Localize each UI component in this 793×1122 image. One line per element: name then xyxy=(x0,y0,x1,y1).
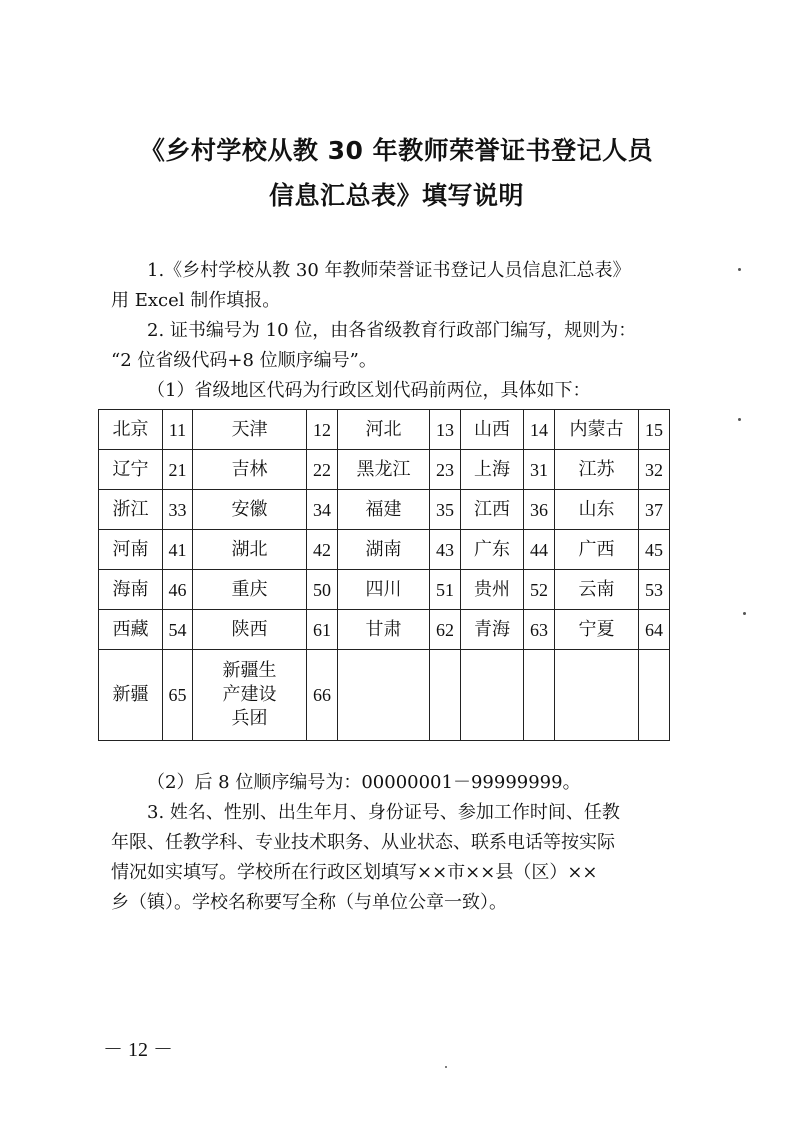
province-code-cell: 66 xyxy=(307,650,338,741)
province-name-cell: 西藏 xyxy=(99,610,163,650)
province-name-cell: 山东 xyxy=(555,490,639,530)
province-code-cell: 36 xyxy=(524,490,555,530)
province-name-cell: 山西 xyxy=(461,410,524,450)
province-code-cell: 43 xyxy=(430,530,461,570)
paragraph-2-line-2: “2 位省级代码+8 位顺序编号”。 xyxy=(111,350,377,371)
province-code-cell: 32 xyxy=(639,450,670,490)
paragraph-3-line-1: 3. 姓名、性别、出生年月、身份证号、参加工作时间、任教 xyxy=(147,802,620,823)
province-name-cell: 云南 xyxy=(555,570,639,610)
paragraph-3-line-3: 情况如实填写。学校所在行政区划填写××市××县（区）×× xyxy=(111,862,598,883)
province-name-line: 新疆生 xyxy=(222,660,277,681)
province-name-cell: 江苏 xyxy=(555,450,639,490)
province-name-cell: 广西 xyxy=(555,530,639,570)
province-name-cell: 福建 xyxy=(338,490,430,530)
province-name-cell: 安徽 xyxy=(193,490,307,530)
province-name-cell: 新疆 xyxy=(99,650,163,741)
province-code-cell: 14 xyxy=(524,410,555,450)
province-name-cell: 青海 xyxy=(461,610,524,650)
table-row xyxy=(99,610,670,650)
province-name-cell: 重庆 xyxy=(193,570,307,610)
province-code-cell: 34 xyxy=(307,490,338,530)
province-name-line: 兵团 xyxy=(231,708,268,729)
province-code-cell: 51 xyxy=(430,570,461,610)
province-name-cell: 湖南 xyxy=(338,530,430,570)
province-code-cell: 37 xyxy=(639,490,670,530)
empty-cell xyxy=(524,650,555,741)
province-code-cell: 54 xyxy=(163,610,193,650)
document-title-line-1: 《乡村学校从教 30 年教师荣誉证书登记人员 xyxy=(139,136,654,165)
province-table-body xyxy=(99,410,670,650)
paragraph-2-subitem-2: （2）后 8 位顺序编号为：00000001－99999999。 xyxy=(147,772,581,793)
province-name-cell: 吉林 xyxy=(193,450,307,490)
scan-speck xyxy=(743,612,746,615)
scan-speck xyxy=(738,268,741,271)
empty-cell xyxy=(639,650,670,741)
province-code-cell: 22 xyxy=(307,450,338,490)
province-code-cell: 46 xyxy=(163,570,193,610)
province-name-cell: 海南 xyxy=(99,570,163,610)
paragraph-2 xyxy=(111,316,683,406)
paragraph-3-line-2: 年限、任教学科、专业技术职务、从业状态、联系电话等按实际 xyxy=(111,832,615,853)
province-name-cell: 江西 xyxy=(461,490,524,530)
paragraph-1-line-1: 1.《乡村学校从教 30 年教师荣誉证书登记人员信息汇总表》 xyxy=(147,260,631,281)
empty-cell xyxy=(461,650,524,741)
province-code-cell: 62 xyxy=(430,610,461,650)
province-code-cell: 33 xyxy=(163,490,193,530)
paragraph-3 xyxy=(111,798,683,918)
table-row xyxy=(99,530,670,570)
province-name-cell: 甘肃 xyxy=(338,610,430,650)
table-row xyxy=(99,450,670,490)
province-name-cell: 河南 xyxy=(99,530,163,570)
province-code-cell: 52 xyxy=(524,570,555,610)
province-name-cell: 内蒙古 xyxy=(555,410,639,450)
table-row xyxy=(99,490,670,530)
paragraph-2-line-1: 2. 证书编号为 10 位，由各省级教育行政部门编写，规则为： xyxy=(147,320,637,341)
paragraph-3-line-4: 乡（镇）。学校名称要写全称（与单位公章一致）。 xyxy=(111,892,507,913)
empty-cell xyxy=(555,650,639,741)
province-name-cell: 上海 xyxy=(461,450,524,490)
province-code-cell: 23 xyxy=(430,450,461,490)
province-name-cell: 湖北 xyxy=(193,530,307,570)
paragraph-2-continued xyxy=(111,768,683,798)
province-code-cell: 61 xyxy=(307,610,338,650)
province-code-cell: 65 xyxy=(163,650,193,741)
province-name-cell: 浙江 xyxy=(99,490,163,530)
province-code-table xyxy=(98,409,670,741)
province-code-cell: 41 xyxy=(163,530,193,570)
province-code-cell: 53 xyxy=(639,570,670,610)
province-code-cell: 64 xyxy=(639,610,670,650)
province-name-cell: 辽宁 xyxy=(99,450,163,490)
province-code-cell: 13 xyxy=(430,410,461,450)
empty-cell xyxy=(430,650,461,741)
province-name-cell: 黑龙江 xyxy=(338,450,430,490)
province-name-cell: 河北 xyxy=(338,410,430,450)
province-name-cell: 四川 xyxy=(338,570,430,610)
table-row xyxy=(99,650,670,741)
document-title-line-2: 信息汇总表》填写说明 xyxy=(268,181,524,210)
province-code-cell: 35 xyxy=(430,490,461,530)
province-code-cell: 45 xyxy=(639,530,670,570)
province-name-cell: 广东 xyxy=(461,530,524,570)
paragraph-1-line-2: 用 Excel 制作填报。 xyxy=(111,290,281,311)
province-code-cell: 11 xyxy=(163,410,193,450)
paragraph-1 xyxy=(111,256,683,316)
province-code-cell: 31 xyxy=(524,450,555,490)
table-row xyxy=(99,570,670,610)
province-name-cell: 贵州 xyxy=(461,570,524,610)
province-name-cell: 天津 xyxy=(193,410,307,450)
province-name-cell: 陕西 xyxy=(193,610,307,650)
province-code-cell: 12 xyxy=(307,410,338,450)
province-code-cell: 63 xyxy=(524,610,555,650)
scan-speck xyxy=(445,1066,447,1068)
province-code-cell: 44 xyxy=(524,530,555,570)
province-name-line: 产建设 xyxy=(222,684,277,705)
table-row xyxy=(99,410,670,450)
scan-speck xyxy=(738,418,741,421)
province-code-cell: 21 xyxy=(163,450,193,490)
province-code-cell: 50 xyxy=(307,570,338,610)
province-name-cell: 北京 xyxy=(99,410,163,450)
empty-cell xyxy=(338,650,430,741)
paragraph-2-subitem-1: （1）省级地区代码为行政区划代码前两位，具体如下： xyxy=(147,380,591,401)
province-code-cell: 15 xyxy=(639,410,670,450)
province-name-cell xyxy=(193,650,307,741)
province-name-cell: 宁夏 xyxy=(555,610,639,650)
province-code-cell: 42 xyxy=(307,530,338,570)
page-number: － 12 － xyxy=(103,1039,173,1061)
